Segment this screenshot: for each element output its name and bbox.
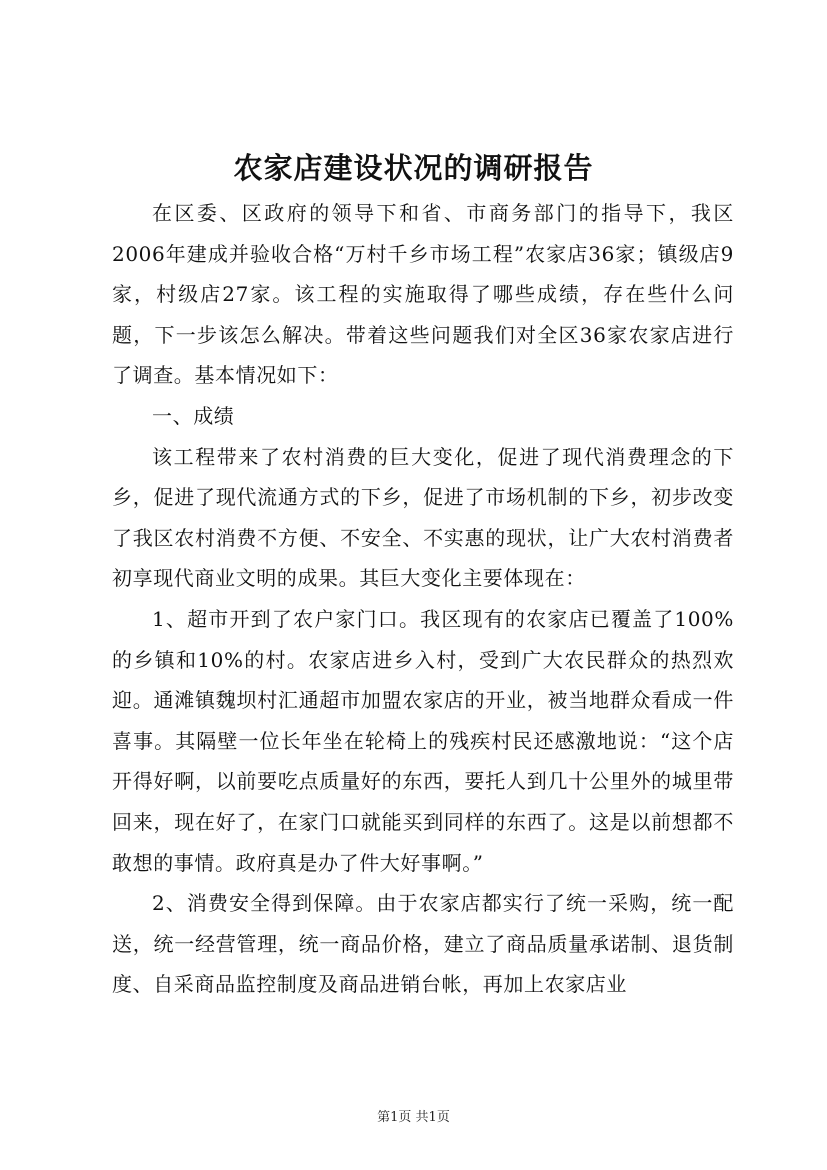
document-body bbox=[112, 193, 734, 1005]
section-heading-achievements: 一、成绩 bbox=[152, 403, 235, 428]
page-footer: 第1页 共1页 bbox=[377, 1110, 450, 1125]
document-title: 农家店建设状况的调研报告 bbox=[233, 151, 594, 185]
paragraph-intro: 在区委、区政府的领导下和省、市商务部门的指导下，我区2006年建成并验收合格“万村千乡市场工程”农家店36家；镇级店9家，村级店27家。该工程的实施取得了哪些成绩，存在些什么问题，下一步该怎么解决。带着这些问题我们对全区36家农家店进行了调查。基本情况如下： bbox=[112, 201, 734, 388]
paragraph-achievements: 该工程带来了农村消费的巨大变化，促进了现代消费理念的下乡，促进了现代流通方式的下乡，促进了市场机制的下乡，初步改变了我区农村消费不方便、不安全、不实惠的现状，让广大农村消费者初享现代商业文明的成果。其巨大变化主要体现在： bbox=[112, 444, 734, 591]
paragraph-item-1: 1、超市开到了农户家门口。我区现有的农家店已覆盖了100%的乡镇和10%的村。农家店进乡入村，受到广大农民群众的热烈欢迎。通滩镇魏坝村汇通超市加盟农家店的开业，被当地群众看成一件喜事。其隔壁一位长年坐在轮椅上的残疾村民还感激地说：“这个店开得好啊，以前要吃点质量好的东西，要托人到几十公里外的城里带回来，现在好了，在家门口就能买到同样的东西了。这是以前想都不敢想的事情。政府真是办了件大好事啊。” bbox=[112, 606, 734, 875]
paragraph-item-2: 2、消费安全得到保障。由于农家店都实行了统一采购，统一配送，统一经营管理，统一商品价格，建立了商品质量承诺制、退货制度、自采商品监控制度及商品进销台帐，再加上农家店业 bbox=[112, 891, 734, 997]
